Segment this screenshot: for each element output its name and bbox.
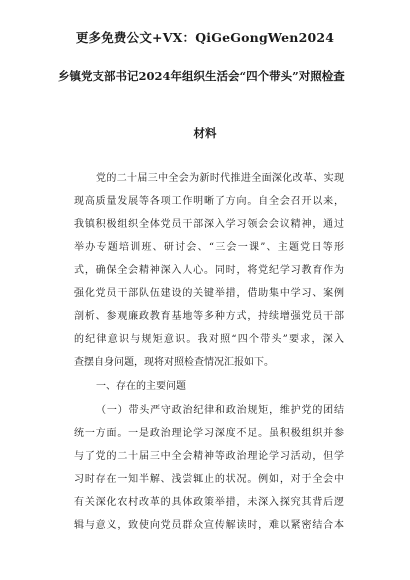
section-heading: 一、存在的主要问题: [96, 381, 186, 392]
body-line: 剖析、参观廉政教育基地等多种方式，持续增强党员干部: [74, 311, 344, 322]
body-line: 的纪律意识与规矩意识。我对照“四个带头”要求，深入: [74, 334, 344, 345]
body-line: 现高质量发展等各项工作明晰了方向。自全会召开以来，: [74, 196, 344, 207]
body-line: 统一方面。一是政治理论学习深度不足。虽积极组织并参: [74, 428, 344, 439]
body-line: 习时存在一知半解、浅尝辄止的状况。例如，对于全会中: [74, 474, 344, 485]
body-line: （一）带头严守政治纪律和政治规矩，维护党的团结: [96, 405, 344, 416]
body-line: 与了党的二十届三中全会精神等政治理论学习活动，但学: [74, 451, 344, 462]
document-title: 乡镇党支部书记2024年组织生活会“四个带头”对照检查: [58, 69, 345, 83]
body-line: 查摆自身问题，现将对照检查情况汇报如下。: [74, 357, 274, 368]
document-title-continuation: 材料: [193, 126, 217, 140]
body-line: 举办专题培训班、研讨会、“三会一课”、主题党日等形: [74, 242, 344, 253]
body-line: 式，确保全会精神深入人心。同时，将党纪学习教育作为: [74, 265, 344, 276]
body-line: 有关深化农村改革的具体政策举措，未深入探究其背后逻: [74, 497, 344, 508]
body-line: 辑与意义，致使向党员群众宣传解读时，难以紧密结合本: [74, 520, 344, 531]
body-line: 我镇积极组织全体党员干部深入学习领会会议精神，通过: [74, 219, 344, 230]
body-line: 强化党员干部队伍建设的关键举措，借助集中学习、案例: [74, 288, 344, 299]
body-line: 党的二十届三中全会为新时代推进全面深化改革、实现: [96, 173, 344, 184]
document-header: 更多免费公文+VX：QiGeGongWen2024: [75, 30, 335, 45]
